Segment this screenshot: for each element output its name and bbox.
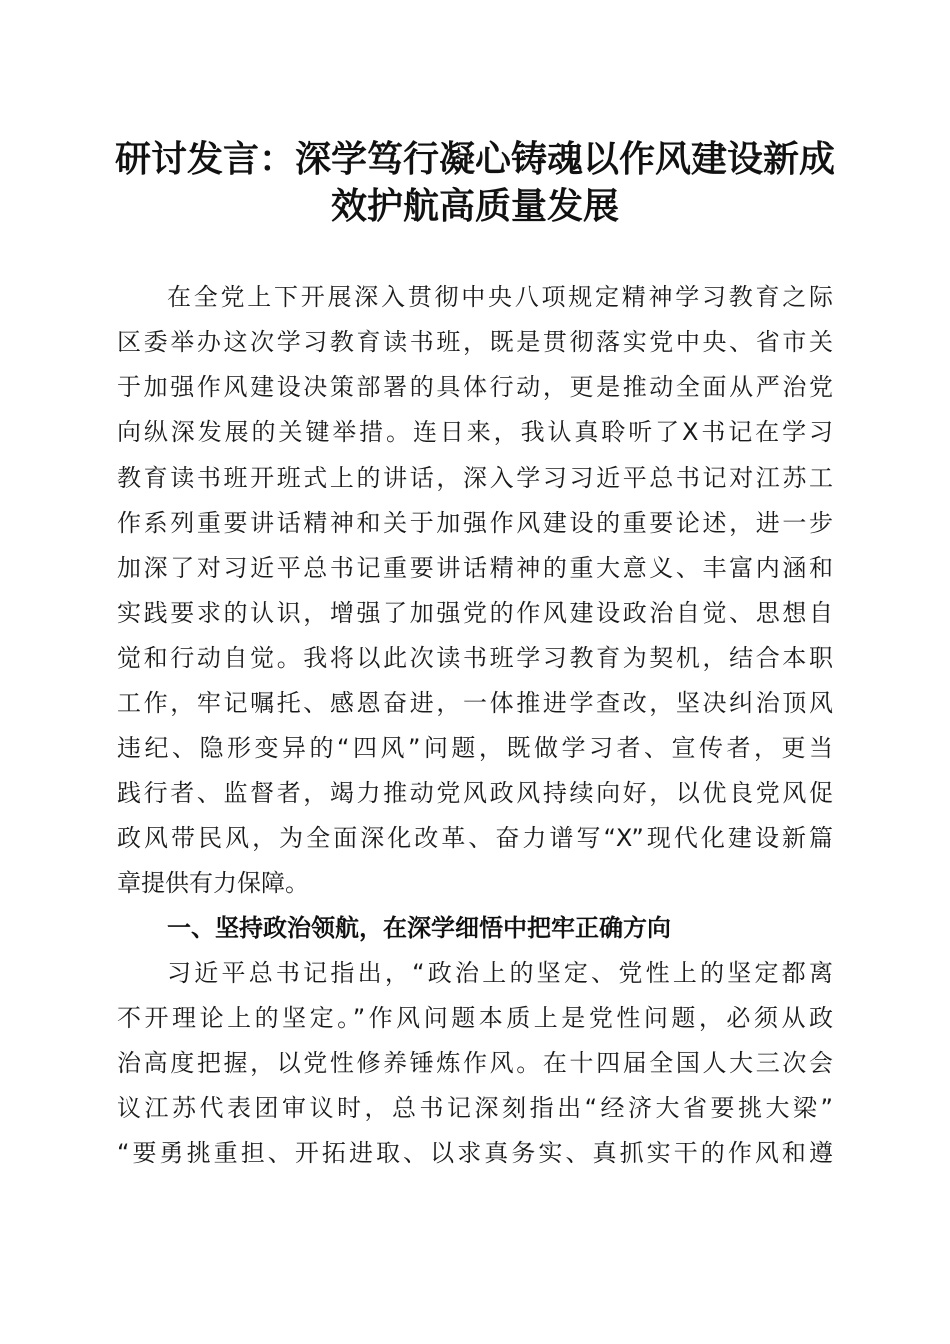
text-line: 觉和行动自觉。我将以此次读书班学习教育为契机，结合本职	[117, 644, 833, 672]
text-line: 工作，牢记嘱托、感恩奋进，一体推进学查改，坚决纠治顶风	[117, 689, 833, 717]
text-line: 教育读书班开班式上的讲话，深入学习习近平总书记对江苏工	[117, 464, 833, 492]
text-line: 违纪、隐形变异的“四风”问题，既做学习者、宣传者，更当	[117, 734, 833, 762]
text-line: 不开理论上的坚定。”作风问题本质上是党性问题，必须从政	[117, 1004, 833, 1032]
text-line: 在全党上下开展深入贯彻中央八项规定精神学习教育之际	[167, 283, 833, 311]
text-line: 章提供有力保障。	[117, 869, 309, 897]
section-heading-1: 一、坚持政治领航，在深学细悟中把牢正确方向	[167, 914, 671, 942]
text-line: “要勇挑重担、开拓进取、以求真务实、真抓实干的作风和遵	[117, 1139, 833, 1167]
text-line: 治高度把握，以党性修养锤炼作风。在十四届全国人大三次会	[117, 1049, 833, 1077]
text-line: 作系列重要讲话精神和关于加强作风建设的重要论述，进一步	[117, 509, 833, 537]
text-line: 议江苏代表团审议时，总书记深刻指出“经济大省要挑大梁”	[117, 1094, 833, 1122]
document-title-line-2: 效护航高质量发展	[330, 185, 619, 227]
text-line: 实践要求的认识，增强了加强党的作风建设政治自觉、思想自	[117, 599, 833, 627]
text-line: 于加强作风建设决策部署的具体行动，更是推动全面从严治党	[117, 373, 833, 401]
text-line: 加深了对习近平总书记重要讲话精神的重大意义、丰富内涵和	[117, 554, 833, 582]
text-line: 区委举办这次学习教育读书班，既是贯彻落实党中央、省市关	[117, 328, 833, 356]
text-line: 向纵深发展的关键举措。连日来，我认真聆听了X书记在学习	[117, 418, 833, 446]
text-line: 政风带民风，为全面深化改革、奋力谱写“X”现代化建设新篇	[117, 824, 833, 852]
document-title-line-1: 研讨发言：深学笃行凝心铸魂以作风建设新成	[114, 138, 835, 180]
text-line: 践行者、监督者，竭力推动党风政风持续向好，以优良党风促	[117, 779, 833, 807]
text-line: 习近平总书记指出，“政治上的坚定、党性上的坚定都离	[167, 959, 833, 987]
